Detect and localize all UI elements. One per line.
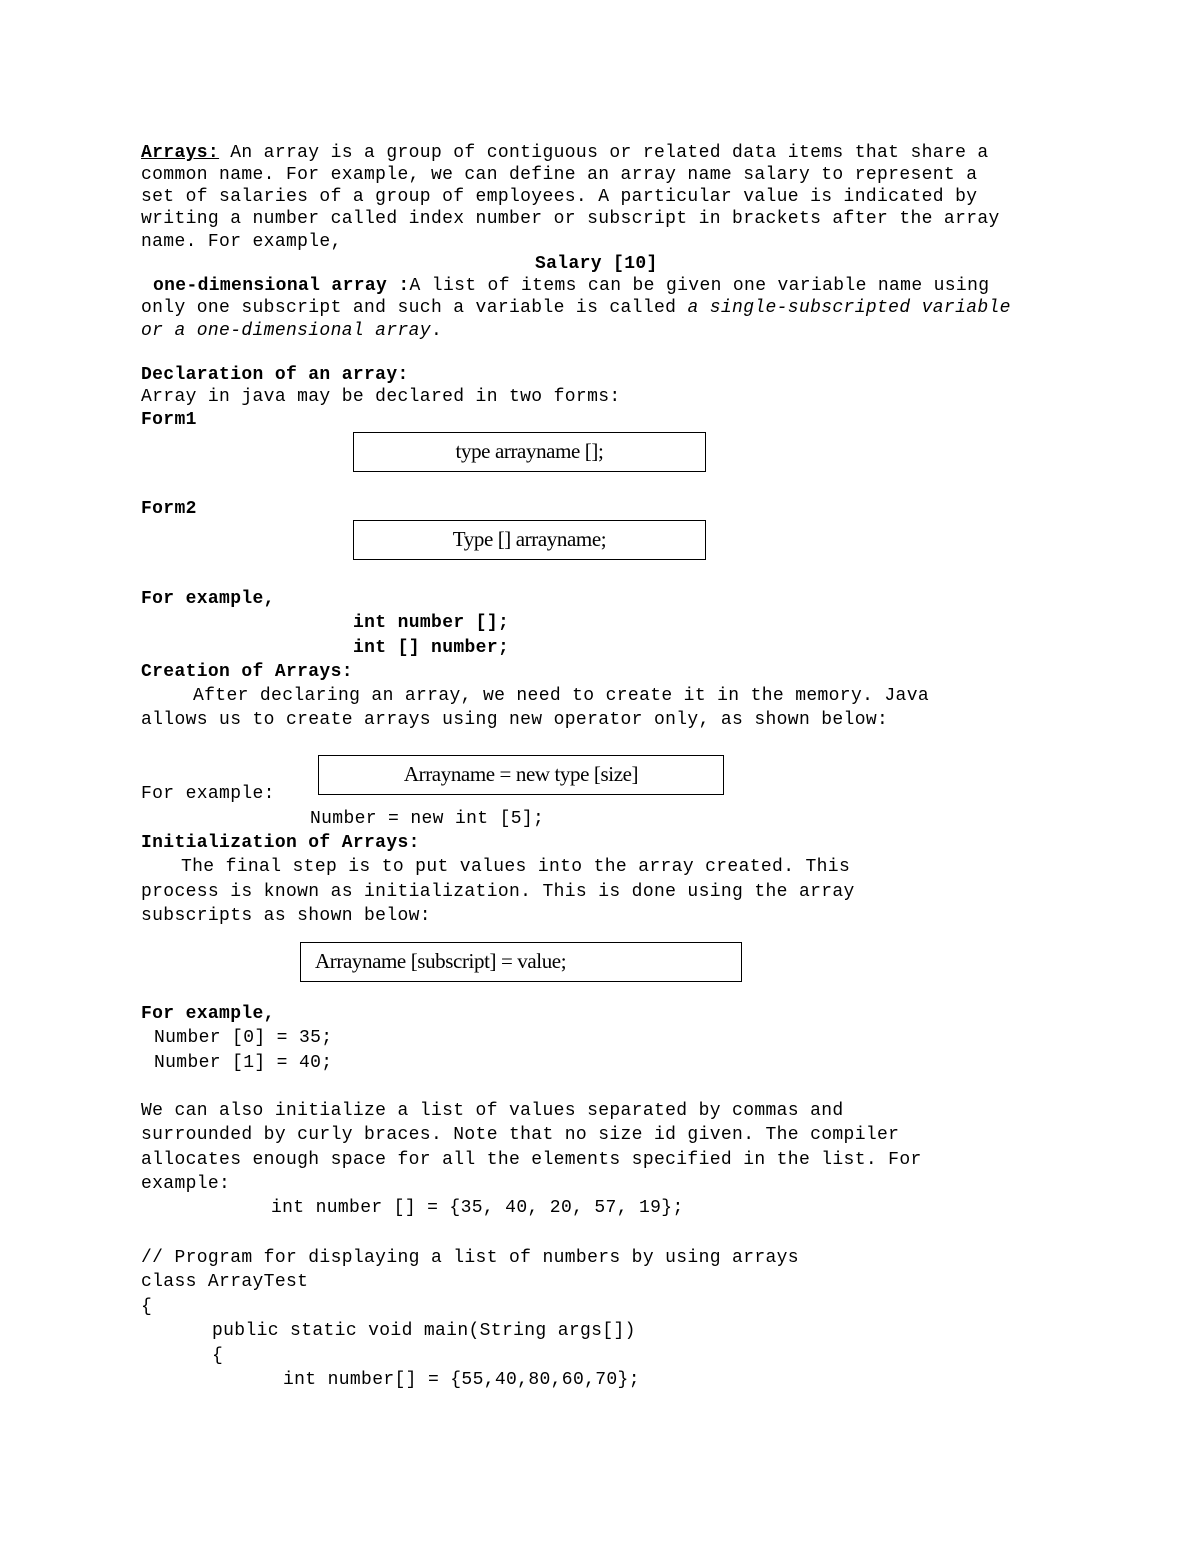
one-dim-line-3: [141, 320, 442, 342]
one-dim-line-1: [153, 275, 989, 297]
one-dim-text: A list of items can be given one variable name using: [409, 276, 990, 296]
initialization-example-2: Number [1] = 40;: [154, 1053, 333, 1073]
creation-line-1: After declaring an array, we need to create it in the memory. Java: [193, 686, 930, 706]
one-dim-italic-2: or a one-dimensional array: [141, 321, 431, 341]
creation-line-2: allows us to create arrays using new operator only, as shown below:: [141, 710, 889, 730]
list-init-line-3: allocates enough space for all the elements specified in the list. For: [141, 1150, 922, 1170]
one-dim-line-2: [141, 297, 1011, 319]
one-dim-italic: a single-subscripted variable: [687, 298, 1011, 318]
one-dim-term: one-dimensional array :: [153, 276, 410, 296]
list-init-line-4: example:: [141, 1174, 231, 1194]
form1-label: Form1: [141, 410, 197, 430]
one-dim-plain: only one subscript and such a variable is called: [141, 298, 688, 318]
declaration-heading: Declaration of an array:: [141, 365, 409, 385]
list-init-line-2: surrounded by curly braces. Note that no size id given. The compiler: [141, 1125, 900, 1145]
creation-box: Arrayname = new type [size]: [318, 755, 724, 795]
salary-example: Salary [10]: [535, 254, 658, 274]
one-dim-period: .: [430, 321, 443, 341]
creation-example-code: Number = new int [5];: [310, 809, 545, 829]
list-init-code: int number [] = {35, 40, 20, 57, 19};: [271, 1198, 684, 1218]
creation-example-label: For example:: [141, 784, 275, 804]
program-class-line: class ArrayTest: [141, 1272, 309, 1292]
list-init-line-1: We can also initialize a list of values separated by commas and: [141, 1101, 844, 1121]
declaration-example-1: int number [];: [353, 613, 510, 633]
intro-line-4: writing a number called index number or subscript in brackets after the array: [141, 209, 1000, 229]
creation-heading: Creation of Arrays:: [141, 662, 353, 682]
initialization-example-1: Number [0] = 35;: [154, 1028, 333, 1048]
intro-line-1: [141, 142, 989, 164]
form2-box: Type [] arrayname;: [353, 520, 706, 560]
intro-line-2: common name. For example, we can define an array name salary to represent a: [141, 165, 978, 185]
initialization-line-1: The final step is to put values into the array created. This: [181, 857, 851, 877]
intro-line-5: name. For example,: [141, 232, 342, 252]
program-comment: // Program for displaying a list of numbers by using arrays: [141, 1248, 799, 1268]
arrays-heading: Arrays:: [141, 143, 220, 163]
declaration-text: Array in java may be declared in two forms:: [141, 387, 621, 407]
program-main-open: {: [212, 1346, 224, 1366]
initialization-box: Arrayname [subscript] = value;: [300, 942, 742, 982]
declaration-example-2: int [] number;: [353, 638, 510, 658]
form2-label: Form2: [141, 499, 197, 519]
initialization-example-label: For example,: [141, 1004, 275, 1024]
intro-text: An array is a group of contiguous or related data items that share a: [219, 143, 989, 163]
declaration-example-label: For example,: [141, 589, 275, 609]
initialization-line-3: subscripts as shown below:: [141, 906, 431, 926]
program-open-brace: {: [141, 1297, 153, 1317]
program-array-line: int number[] = {55,40,80,60,70};: [283, 1370, 640, 1390]
initialization-line-2: process is known as initialization. This is done using the array: [141, 882, 855, 902]
form1-box: type arrayname [];: [353, 432, 706, 472]
program-main-line: public static void main(String args[]): [212, 1321, 636, 1341]
initialization-heading: Initialization of Arrays:: [141, 833, 420, 853]
intro-line-3: set of salaries of a group of employees. A particular value is indicated by: [141, 187, 978, 207]
